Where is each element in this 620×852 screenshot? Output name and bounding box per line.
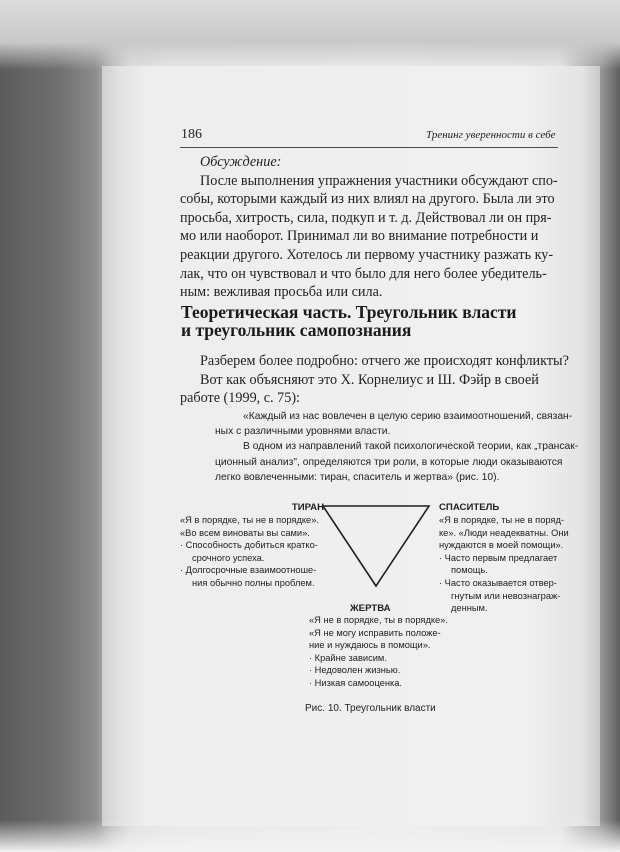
tyrant-description xyxy=(180,514,319,590)
victim-line: · Низкая самооценка. xyxy=(309,677,403,688)
scan-bottom-edge xyxy=(0,820,620,852)
victim-line: · Крайне зависим. xyxy=(309,652,387,663)
quote-line: легко вовлеченными: тиран, спаситель и жертва» (рис. 10). xyxy=(215,471,500,483)
quote-line: ных с различными уровнями власти. xyxy=(215,426,391,438)
scan-top-shadow xyxy=(0,0,620,70)
tyrant-line: · Способность добиться кратко- xyxy=(180,540,318,551)
tyrant-title: ТИРАН xyxy=(291,502,324,513)
running-title: Тренинг уверенности в себе xyxy=(426,129,556,141)
discussion-line: ным: вежливая просьба или сила. xyxy=(180,284,383,301)
section-heading-line: Теоретическая часть. Треугольник власти xyxy=(181,302,517,322)
savior-line: · Часто первым предлагает xyxy=(439,552,558,563)
quote-line: ционный анализ", определяются три роли, в которые люди оказываются xyxy=(215,456,563,468)
victim-line: · Недоволен жизнью. xyxy=(309,665,401,676)
discussion-paragraph xyxy=(180,153,562,302)
victim-line: ние и нуждаюсь в помощи». xyxy=(309,640,431,651)
savior-line: помощь. xyxy=(451,565,488,576)
savior-description xyxy=(439,514,569,615)
victim-description xyxy=(309,614,448,690)
discussion-line: собы, которыми каждый из них влиял на другого. Была ли это xyxy=(180,191,555,208)
quote-line: В одном из направлений такой психологической теории, как „трансак- xyxy=(243,441,579,453)
discussion-line: просьба, хитрость, сила, подкуп и т. д. Действовал ли он пря- xyxy=(180,209,552,226)
intro-line: Вот как объясняют это Х. Корнелиус и Ш. Фэйр в своей xyxy=(200,371,539,388)
intro-line: работе (1999, с. 75): xyxy=(180,390,300,407)
victim-line: «Я не могу исправить положе- xyxy=(309,627,441,638)
savior-line: «Я в порядке, ты не в поряд- xyxy=(439,515,564,525)
section-heading xyxy=(181,303,561,339)
discussion-line: мо или наоборот. Принимал ли во внимание потребности и xyxy=(180,228,539,245)
victim-line: «Я не в порядке, ты в порядке». xyxy=(309,615,448,625)
discussion-line: реакции другого. Хотелось ли первому участнику разжать ку- xyxy=(180,246,554,263)
page-number: 186 xyxy=(181,127,202,142)
savior-line: ке». «Люди неадекватны. Они xyxy=(439,527,569,538)
discussion-line: После выполнения упражнения участники обсуждают спо- xyxy=(200,172,558,189)
savior-line: денным. xyxy=(451,603,488,614)
quote-block xyxy=(215,409,579,485)
tyrant-line: «Во всем виноваты вы сами». xyxy=(180,527,310,538)
savior-line: нуждаются в моей помощи». xyxy=(439,540,564,551)
savior-title: СПАСИТЕЛЬ xyxy=(439,502,500,513)
victim-title: ЖЕРТВА xyxy=(350,603,391,614)
discussion-label: Обсуждение: xyxy=(200,154,282,170)
intro-paragraph xyxy=(180,352,569,408)
section-heading-line: и треугольник самопознания xyxy=(181,320,412,340)
tyrant-line: срочного успеха. xyxy=(192,552,265,563)
tyrant-line: ния обычно полны проблем. xyxy=(192,577,315,588)
savior-line: · Часто оказывается отвер- xyxy=(439,577,557,588)
intro-line: Разберем более подробно: отчего же происходят конфликты? xyxy=(200,353,569,369)
tyrant-line: · Долгосрочные взаимоотноше- xyxy=(180,565,317,576)
header-rule xyxy=(180,147,558,148)
power-triangle-diagram xyxy=(320,503,432,589)
figure-caption: Рис. 10. Треугольник власти xyxy=(305,703,436,714)
discussion-line: лак, что он чувствовал и что было для него более убедитель- xyxy=(180,265,547,282)
tyrant-line: «Я в порядке, ты не в порядке». xyxy=(180,515,319,525)
savior-line: гнутым или невознаграж- xyxy=(451,590,561,601)
triangle-shape xyxy=(323,506,429,586)
quote-line: «Каждый из нас вовлечен в целую серию взаимоотношений, связан- xyxy=(243,411,573,422)
